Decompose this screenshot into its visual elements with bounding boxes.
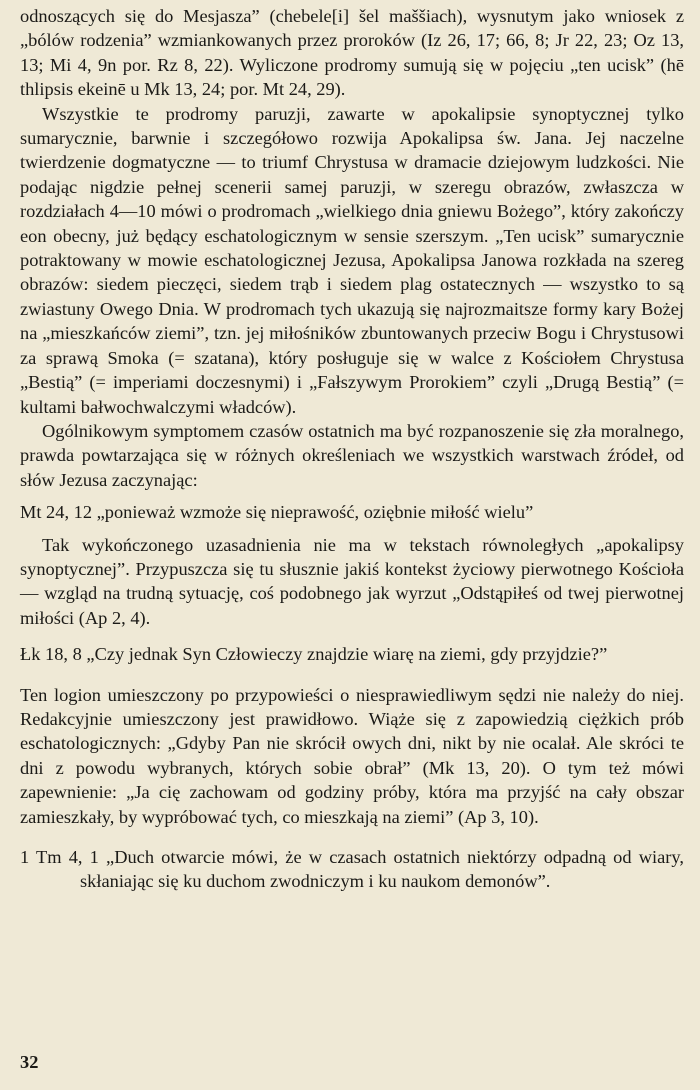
quote-mt-24-12: Mt 24, 12 „ponieważ wzmoże się nieprawość, oziębnie miłość wielu”: [20, 502, 534, 523]
paragraph-apocalypse: Wszystkie te prodromy paruzji, zawarte w apokalipsie synoptycznej tylko sumarycznie, barwnie i szczegółowo rozwija Apokalipsa św. Jana. Jej naczelne twierdzenie dogmatyczne — to triumf Chrystusa w dramacie dziejowym ludzkości. Nie podając nigdzie pełnej scenerii samej paruzji, w szeregu obrazów, zwłaszcza w rozdziałach 4—10 mówi o prodromach „wielkiego dnia gniewu Bożego”, który zakończy eon obecny, już będący eschatologicznym w sensie szerszym. „Ten ucisk” sumarycznie potraktowany w mowie eschatologicznej Jezusa, Apokalipsa Janowa rozkłada na szereg obrazów: siedem pieczęci, siedem trąb i siedem plag ostatecznych — wszystko to są zwiastuny Owego Dnia. W prodromach tych ukazują się najrozmaitsze formy kary Bożej na „mieszkańców ziemi”, tzn. jej miłośników zbuntowanych przeciw Bogu i Chrystusowi za sprawą Smoka (= szatana), który posługuje się w walce z Kościołem Chrystusa „Bestią” (= imperiami doczesnymi) i „Fałszywym Prorokiem” czyli „Drugą Bestią” (= kultami bałwochwalczymi władców).: [20, 103, 684, 417]
quote-1-tm-4-1: 1 Tm 4, 1 „Duch otwarcie mówi, że w czasach ostatnich niektórzy odpadną od wiary, skłaniając się ku duchom zwodniczym i ku naukom demonów”.: [20, 847, 684, 892]
paragraph-continuation: odnoszących się do Mesjasza” (chebele[i] šel maššiach), wysnutym jako wniosek z „bólów rodzenia” wzmiankowanych przez proroków (Iz 26, 17; 66, 8; Jr 22, 23; Oz 13, 13; Mi 4, 9n por. Rz 8, 22). Wyliczone prodromy sumują się w pojęciu „ten ucisk” (hē thlipsis ekeinē u Mk 13, 24; por. Mt 24, 29).: [20, 6, 684, 100]
paragraph-logion: Ten logion umieszczony po przypowieści o niesprawiedliwym sędzi nie należy do niej. Redakcyjnie umieszczony jest prawidłowo. Wiąże się z zapowiedzią ciężkich prób eschatologicznych: „Gdyby Pan nie skrócił owych dni, nikt by nie ocalał. Ale skróci te dni z powodu wybranych, których sobie obrał” (Mk 13, 20). O tym też mówi zapewnienie: „Ja cię zachowam od godziny próby, która ma przyjść na cały obszar zamieszkały, by wypróbować tych, co mieszkają na ziemi” (Ap 3, 10).: [20, 684, 684, 827]
page-number: 32: [20, 1052, 39, 1072]
document-body: [20, 4, 684, 894]
paragraph-synoptic-context: Tak wykończonego uzasadnienia nie ma w tekstach równoległych „apokalipsy synoptycznej”. Przypuszcza się tu słusznie jakiś kontekst życiowy pierwotnego Kościoła — wzgląd na trudną sytuację, coś podobnego jak wyrzut „Odstąpiłeś od twej pierwotnej miłości (Ap 2, 4).: [20, 534, 684, 628]
quote-lk-18-8: Łk 18, 8 „Czy jednak Syn Człowieczy znajdzie wiarę na ziemi, gdy przyjdzie?”: [20, 644, 608, 665]
paragraph-moral-evil: Ogólnikowym symptomem czasów ostatnich ma być rozpanoszenie się zła moralnego, prawda powtarzająca się w różnych określeniach we wszystkich warstwach źródeł, od słów Jezusa zaczynając:: [20, 420, 684, 490]
